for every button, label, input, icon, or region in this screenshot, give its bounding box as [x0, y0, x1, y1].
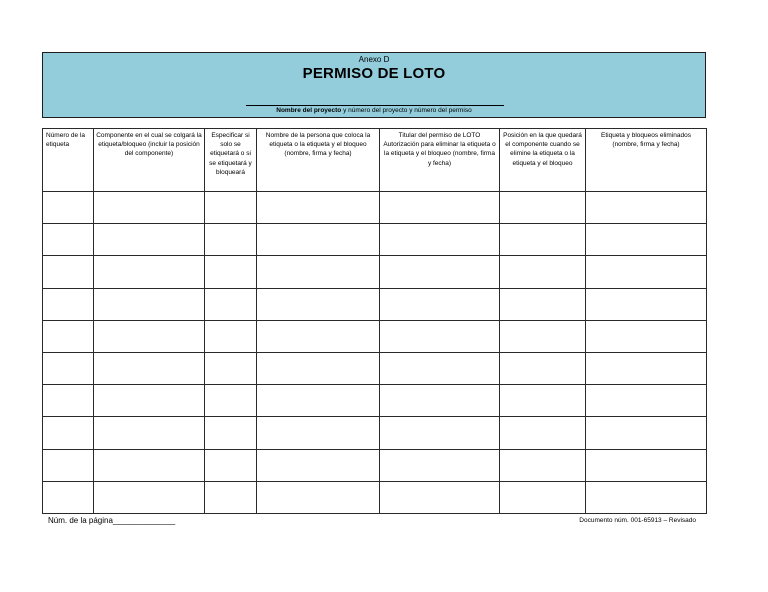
form-header: [42, 52, 706, 118]
table-cell[interactable]: [257, 352, 380, 384]
table-cell[interactable]: [380, 417, 500, 449]
table-row: [43, 481, 707, 513]
table-cell[interactable]: [94, 224, 205, 256]
table-cell[interactable]: [94, 481, 205, 513]
column-header-tag-or-lock: Especificar si solo se etiquetará o si se etiquetará y bloqueará: [205, 129, 257, 192]
table-cell[interactable]: [257, 288, 380, 320]
table-cell[interactable]: [94, 385, 205, 417]
table-row: [43, 417, 707, 449]
table-cell[interactable]: [205, 224, 257, 256]
table-cell[interactable]: [380, 352, 500, 384]
table-row: [43, 352, 707, 384]
table-cell[interactable]: [94, 352, 205, 384]
annex-label: Anexo D: [358, 55, 390, 64]
table-cell[interactable]: [500, 288, 586, 320]
table-cell[interactable]: [205, 288, 257, 320]
table-cell[interactable]: [205, 352, 257, 384]
column-header-person-applying: Nombre de la persona que coloca la etiqueta o la etiqueta y el bloqueo (nombre, firma y fecha): [257, 129, 380, 192]
table-cell[interactable]: [43, 192, 94, 224]
table-cell[interactable]: [205, 417, 257, 449]
table-cell[interactable]: [257, 256, 380, 288]
table-row: [43, 320, 707, 352]
project-name-line[interactable]: [246, 105, 504, 106]
table-cell[interactable]: [586, 481, 707, 513]
table-row: [43, 288, 707, 320]
column-header-removed: Etiqueta y bloqueos eliminados (nombre, firma y fecha): [586, 129, 707, 192]
table-cell[interactable]: [380, 256, 500, 288]
table-cell[interactable]: [43, 320, 94, 352]
table-cell[interactable]: [500, 481, 586, 513]
table-cell[interactable]: [94, 192, 205, 224]
form-title: PERMISO DE LOTO: [302, 65, 446, 82]
table-cell[interactable]: [43, 417, 94, 449]
table-cell[interactable]: [500, 352, 586, 384]
table-cell[interactable]: [257, 385, 380, 417]
table-row: [43, 449, 707, 481]
loto-table: [42, 128, 707, 514]
table-cell[interactable]: [380, 385, 500, 417]
table-cell[interactable]: [43, 449, 94, 481]
table-cell[interactable]: [94, 256, 205, 288]
table-cell[interactable]: [94, 288, 205, 320]
table-cell[interactable]: [257, 449, 380, 481]
table-cell[interactable]: [500, 449, 586, 481]
table-cell[interactable]: [205, 320, 257, 352]
table-cell[interactable]: [586, 288, 707, 320]
table-cell[interactable]: [586, 224, 707, 256]
table-cell[interactable]: [257, 192, 380, 224]
table-cell[interactable]: [205, 256, 257, 288]
table-cell[interactable]: [257, 320, 380, 352]
table-cell[interactable]: [500, 224, 586, 256]
table-cell[interactable]: [586, 320, 707, 352]
project-caption-rest: y número del proyecto y número del permiso: [341, 107, 472, 114]
project-caption: [43, 107, 705, 114]
table-row: [43, 192, 707, 224]
table-cell[interactable]: [500, 417, 586, 449]
table-cell[interactable]: [500, 320, 586, 352]
table-cell[interactable]: [43, 352, 94, 384]
table-row: [43, 224, 707, 256]
header-row: [43, 129, 707, 192]
table-cell[interactable]: [43, 288, 94, 320]
table-cell[interactable]: [205, 449, 257, 481]
table-body: [43, 192, 707, 514]
table-cell[interactable]: [500, 192, 586, 224]
table-cell[interactable]: [500, 256, 586, 288]
table-cell[interactable]: [500, 385, 586, 417]
table-cell[interactable]: [586, 417, 707, 449]
table-cell[interactable]: [43, 481, 94, 513]
table-cell[interactable]: [257, 417, 380, 449]
column-header-permit-holder: Titular del permiso de LOTO Autorización para eliminar la etiqueta o la etiqueta y el bloqueo (nombre, firma y fecha): [380, 129, 500, 192]
table-cell[interactable]: [380, 224, 500, 256]
table-cell[interactable]: [43, 224, 94, 256]
document-number-label: Documento núm. 001-65913 – Revisado: [579, 517, 696, 524]
table-cell[interactable]: [380, 481, 500, 513]
table-cell[interactable]: [380, 288, 500, 320]
table-cell[interactable]: [43, 256, 94, 288]
table-row: [43, 385, 707, 417]
column-header-component: Componente en el cual se colgará la etiqueta/bloqueo (incluir la posición del componente): [94, 129, 205, 192]
table-cell[interactable]: [43, 385, 94, 417]
column-header-component-position: Posición en la que quedará el componente cuando se elimine la etiqueta o la etiqueta y el bloqueo: [500, 129, 586, 192]
table-cell[interactable]: [94, 320, 205, 352]
table-cell[interactable]: [586, 352, 707, 384]
table-cell[interactable]: [257, 481, 380, 513]
table-cell[interactable]: [586, 192, 707, 224]
table-cell[interactable]: [94, 417, 205, 449]
table-cell[interactable]: [94, 449, 205, 481]
table-cell[interactable]: [586, 385, 707, 417]
table-cell[interactable]: [205, 192, 257, 224]
table-cell[interactable]: [380, 320, 500, 352]
page-number-label: Núm. de la página______________: [48, 516, 176, 525]
table-cell[interactable]: [380, 192, 500, 224]
table-cell[interactable]: [586, 449, 707, 481]
table-cell[interactable]: [586, 256, 707, 288]
table-cell[interactable]: [205, 385, 257, 417]
table-cell[interactable]: [380, 449, 500, 481]
table-cell[interactable]: [205, 481, 257, 513]
table-cell[interactable]: [257, 224, 380, 256]
column-header-tag-number: Número de la etiqueta: [43, 129, 94, 192]
project-caption-bold: Nombre del proyecto: [276, 107, 342, 114]
table-row: [43, 256, 707, 288]
